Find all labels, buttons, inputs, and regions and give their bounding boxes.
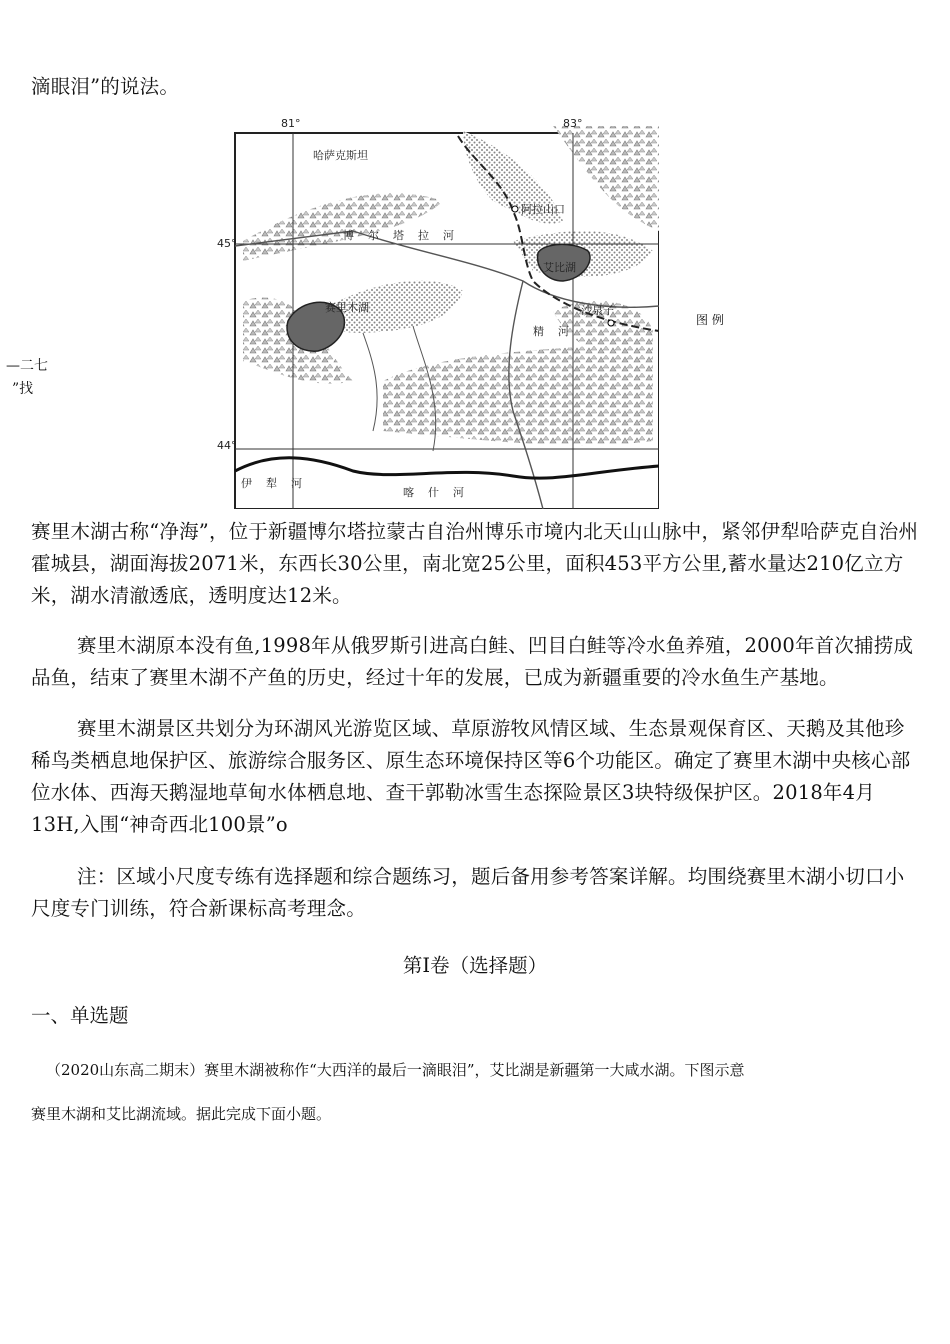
label-ili-river: 伊犁河 [241, 477, 316, 490]
lat-label-44: 44° [217, 439, 237, 452]
top-line: 滴眼泪”的说法。 [31, 75, 180, 98]
label-kashi-river: 喀什河 [403, 486, 478, 499]
section-title: 第Ⅰ卷（选择题） [402, 954, 548, 977]
lat-label-45: 45° [217, 237, 237, 250]
alashankou-point [512, 206, 518, 212]
question-stem-line-2: 赛里木湖和艾比湖流域。据此完成下面小题。 [31, 1105, 332, 1123]
label-bortala: 博尔塔拉河 [343, 229, 468, 242]
map-svg [213, 111, 659, 509]
label-alashankou: 阿拉山口 [521, 203, 565, 216]
label-kazakhstan: 哈萨克斯坦 [313, 149, 368, 162]
lon-label-83: 83° [563, 117, 583, 130]
subsection-title: 一、单选题 [31, 1004, 129, 1027]
paragraph-fish: 赛里木湖原本没有鱼,1998年从俄罗斯引进高白鲑、凹目白鲑等冷水鱼养殖，2000年首次捕捞成品鱼，结束了赛里木湖不产鱼的历史，经过十年的发展，已成为新疆重要的冷水鱼生产基地。 [31, 634, 914, 689]
paragraph-intro: 赛里木湖古称“净海”，位于新疆博尔塔拉蒙古自治州博乐市境内北天山山脉中，紧邻伊犁哈萨克自治州霍城县，湖面海拔2071米，东西长30公里，南北宽25公里，面积453平方公里,蓄水量达210亿立方米，湖水清澈透底，透明度达12米。 [31, 520, 919, 607]
margin-note-1: —二七 [6, 358, 48, 374]
label-sayram: 赛里木湖 [325, 301, 369, 314]
margin-note-2: ”找 [12, 381, 34, 397]
label-shaquanzi: 沙泉子 [581, 304, 614, 317]
label-ebinur: 艾比湖 [543, 261, 576, 274]
map-legend-title: 图 例 [696, 313, 724, 327]
paragraph-zones: 赛里木湖景区共划分为环湖风光游览区域、草原游牧风情区域、生态景观保育区、天鹅及其他珍稀鸟类栖息地保护区、旅游综合服务区、原生态环境保持区等6个功能区。确定了赛里木湖中央核心部位水体、西海天鹅湿地草甸水体栖息地、查干郭勒冰雪生态探险景区3块特级保护区。2018年4月13H,入围“神奇西北100景”o [31, 717, 911, 836]
lon-label-81: 81° [281, 117, 301, 130]
question-stem-line-1: （2020山东高二期末）赛里木湖被称作“大西洋的最后一滴眼泪”，艾比湖是新疆第一大咸水湖。下图示意 [46, 1061, 745, 1079]
shaquanzi-point [608, 320, 614, 326]
paragraph-note: 注：区域小尺度专练有选择题和综合题练习，题后备用参考答案详解。均围绕赛里木湖小切口小尺度专门训练，符合新课标高考理念。 [31, 865, 905, 920]
label-jing-river: 精河 [533, 325, 583, 338]
map-figure [213, 111, 659, 509]
